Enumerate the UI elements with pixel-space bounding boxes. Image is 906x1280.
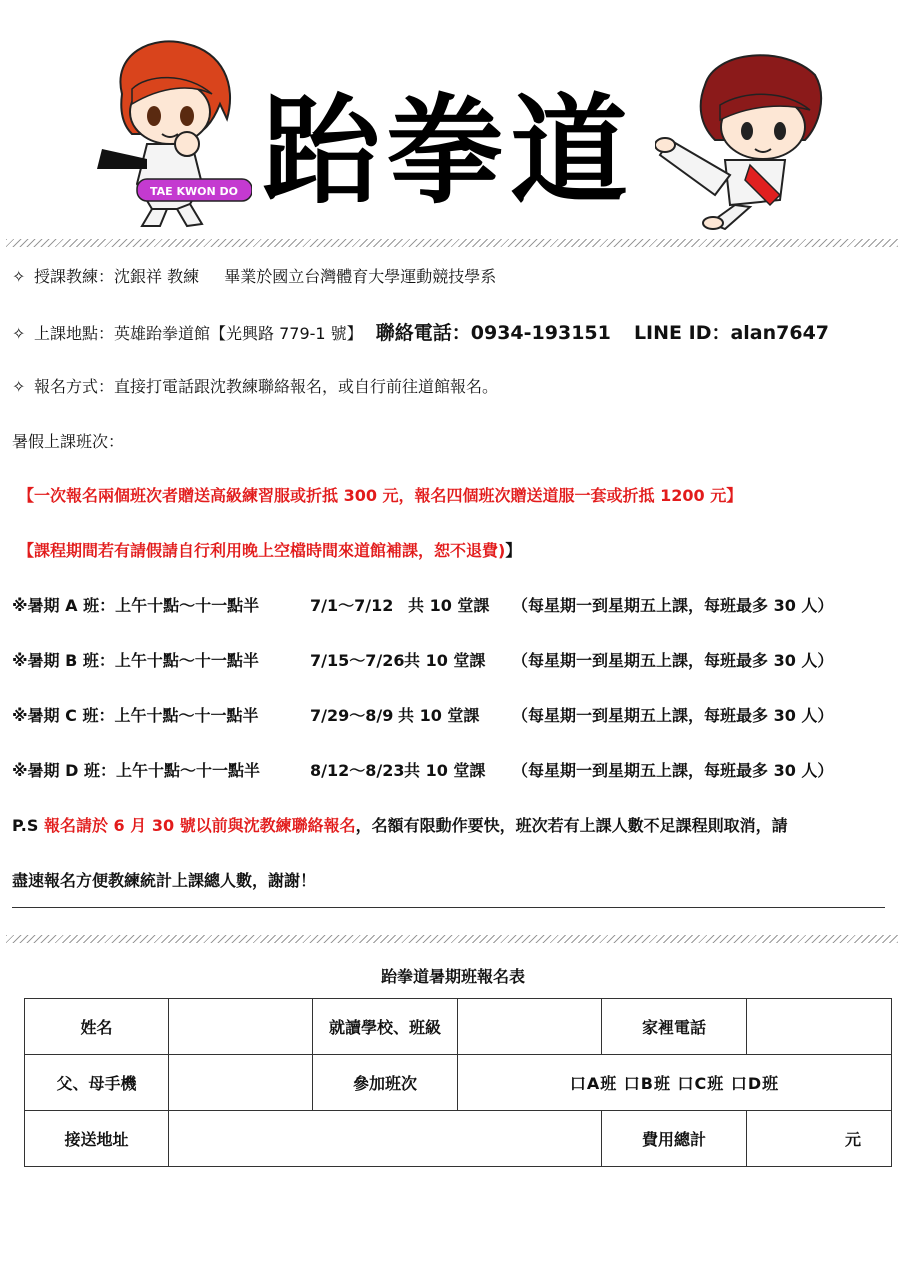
signup-text: 報名方式：直接打電話跟沈教練聯絡報名，或自行前往道館報名。 (34, 377, 499, 396)
registration-form (24, 998, 892, 1167)
class-options-checkboxes[interactable]: 口A班 口B班 口C班 口D班 (458, 1055, 892, 1111)
class-note: （每星期一到星期五上課，每班最多 30 人） (512, 761, 834, 780)
sparkle-icon: ✧ (12, 324, 26, 343)
ps-highlight: 報名請於 6 月 30 號以前與沈教練聯絡報名 (43, 816, 356, 835)
instructor-text: 授課教練：沈銀祥 教練 (34, 267, 200, 286)
class-dates: 8/12〜8/23 (310, 761, 405, 780)
class-count: 共 10 堂課 (404, 761, 486, 780)
form-title: 跆拳道暑期班報名表 (380, 967, 525, 986)
join-class-label: 參加班次 (313, 1055, 458, 1111)
table-row (25, 1111, 892, 1167)
location-text: 上課地點：英雄跆拳道館【光興路 779-1 號】 (34, 324, 363, 343)
class-note: （每星期一到星期五上課，每班最多 30 人） (512, 706, 834, 725)
name-label: 姓名 (25, 999, 169, 1055)
makeup-notice-text: 課程期間若有請假請自行利用晚上空檔時間來道館補課，恕不退費) (34, 541, 506, 560)
decorative-separator-bottom (6, 935, 898, 943)
schedule-heading: 暑假上課班次： (12, 432, 125, 451)
class-count: 共 10 堂課 (404, 651, 486, 670)
class-dates: 7/15〜7/26 (310, 651, 405, 670)
table-row (25, 1055, 892, 1111)
class-count: 共 10 堂課 (398, 706, 480, 725)
class-name: ※暑期 D 班：上午十點〜十一點半 (12, 761, 260, 780)
parent-mobile-field[interactable] (169, 1055, 313, 1111)
name-field[interactable] (169, 999, 313, 1055)
taekwondo-badge (137, 179, 252, 201)
decorative-separator-top (6, 239, 898, 247)
line-id-text: LINE ID：alan7647 (633, 322, 830, 344)
instructor-line (12, 269, 496, 285)
ps-line-2: 盡速報名方便教練統計上課總人數，謝謝！ (12, 871, 317, 890)
class-note: （每星期一到星期五上課，每班最多 30 人） (512, 596, 834, 615)
address-label: 接送地址 (25, 1111, 169, 1167)
makeup-notice: 【課程期間若有請假請自行利用晚上空檔時間來道館補課，恕不退費)】 (18, 541, 522, 560)
fee-field[interactable]: 元 (747, 1111, 892, 1167)
badge-text: TAE KWON DO (149, 185, 239, 198)
class-count: 共 10 堂課 (408, 596, 490, 615)
sparkle-icon: ✧ (12, 377, 26, 396)
home-phone-field[interactable] (747, 999, 892, 1055)
phone-text: 聯絡電話：0934-193151 (375, 322, 611, 344)
instructor-note: 畢業於國立台灣體育大學運動競技學系 (224, 267, 497, 286)
signup-line (12, 379, 498, 395)
table-row (25, 999, 892, 1055)
parent-mobile-label: 父、母手機 (25, 1055, 169, 1111)
class-name: ※暑期 A 班：上午十點〜十一點半 (12, 596, 260, 615)
home-phone-label: 家裡電話 (602, 999, 747, 1055)
school-field[interactable] (458, 999, 602, 1055)
ps-line-1: P.S 報名請於 6 月 30 號以前與沈教練聯絡報名，名額有限動作要快，班次若有上課人數不足課程則取消，請 (12, 816, 788, 835)
page-title: 跆拳道 (262, 81, 635, 220)
class-name: ※暑期 C 班：上午十點〜十一點半 (12, 706, 259, 725)
class-dates: 7/1〜7/12 (310, 596, 394, 615)
fee-label: 費用總計 (602, 1111, 747, 1167)
class-dates: 7/29〜8/9 (310, 706, 394, 725)
class-note: （每星期一到星期五上課，每班最多 30 人） (512, 651, 834, 670)
discount-notice: 【一次報名兩個班次者贈送高級練習服或折抵 300 元，報名四個班次贈送道服一套或折抵 1200 元】 (18, 486, 743, 505)
left-cartoon-character (92, 34, 252, 229)
divider-line (12, 907, 885, 908)
right-cartoon-character (655, 45, 830, 230)
address-field[interactable] (169, 1111, 602, 1167)
sparkle-icon: ✧ (12, 267, 26, 286)
class-name: ※暑期 B 班：上午十點〜十一點半 (12, 651, 259, 670)
school-label: 就讀學校、班級 (313, 999, 458, 1055)
location-line (12, 324, 829, 343)
